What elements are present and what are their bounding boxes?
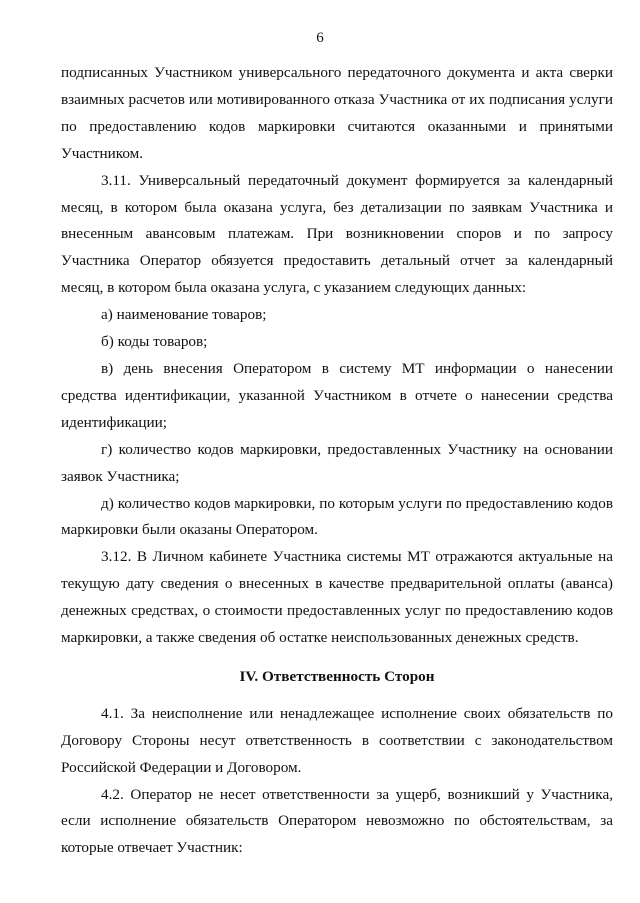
section-heading: IV. Ответственность Сторон bbox=[239, 667, 435, 685]
list-item-b: б) коды товаров; bbox=[101, 333, 208, 351]
list-item-a: а) наименование товаров; bbox=[101, 306, 267, 324]
paragraph-continuation: подписанных Участником универсального передаточного документа и акта сверки взаимных расчетов или мотивированного отказа Участника от их подписания услуги по предоставлению кодов маркировки считаются оказанными и принятыми Участником. bbox=[61, 64, 613, 162]
list-item-g: г) количество кодов маркировки, предоставленных Участнику на основании заявок Участника; bbox=[61, 440, 613, 485]
paragraph-3-12: 3.12. В Личном кабинете Участника системы МТ отражаются актуальные на текущую дату сведения о внесенных в качестве предварительной оплаты (аванса) денежных средствах, о стоимости предоставленных услуг по предоставлению кодов маркировки, а также сведения об остатке неиспользованных денежных средств. bbox=[61, 548, 613, 647]
paragraph-4-2: 4.2. Оператор не несет ответственности за ущерб, возникший у Участника, если исполнение обязательств Оператором невозможно по обстоятельствам, за которые отвечает Участник: bbox=[61, 785, 613, 857]
paragraph-3-11: 3.11. Универсальный передаточный документ формируется за календарный месяц, в котором была оказана услуга, без детализации по заявкам Участника и внесенным авансовым платежам. При возникновении споров и по запросу Участника Оператор обязуется предоставить детальный отчет за календарный месяц, в котором была оказана услуга, с указанием следующих данных: bbox=[61, 171, 613, 297]
list-item-d: д) количество кодов маркировки, по которым услуги по предоставлению кодов маркировки были оказаны Оператором. bbox=[61, 494, 613, 539]
page-number: 6 bbox=[316, 30, 324, 46]
list-item-v: в) день внесения Оператором в систему МТ информации о нанесении средства идентификации, указанной Участником в отчете о нанесении средства идентификации; bbox=[61, 359, 613, 431]
document-body bbox=[61, 60, 613, 862]
paragraph-4-1: 4.1. За неисполнение или ненадлежащее исполнение своих обязательств по Договору Стороны несут ответственность в соответствии с законодательством Российской Федерации и Договором. bbox=[61, 704, 613, 776]
